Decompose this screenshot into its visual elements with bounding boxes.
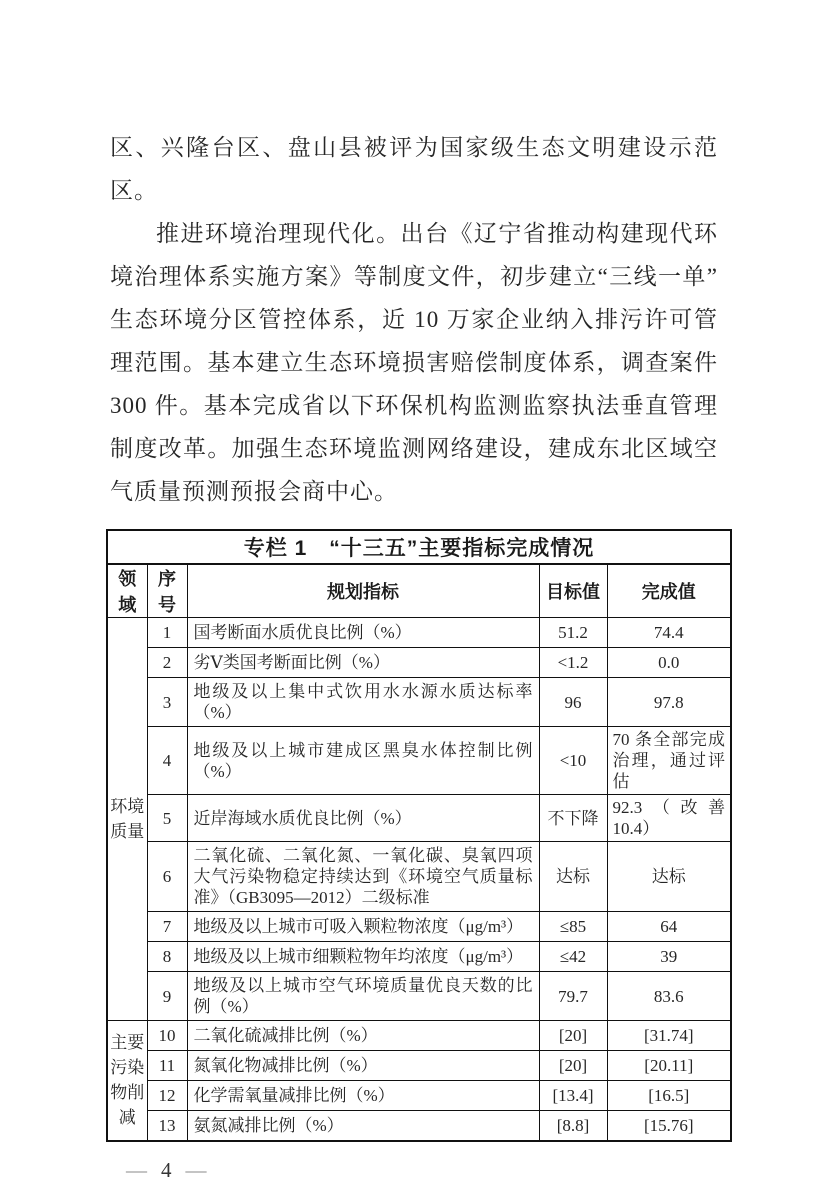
cell-target: [20]: [539, 1021, 607, 1051]
table-row: [107, 678, 731, 727]
cell-indicator: 氮氧化物减排比例（%）: [187, 1051, 539, 1081]
cell-no: 4: [147, 727, 187, 795]
table-row: [107, 727, 731, 795]
cell-target: ≤42: [539, 942, 607, 972]
cell-target: ≤85: [539, 912, 607, 942]
cell-completed: 92.3（改善10.4）: [607, 795, 731, 842]
table-row: [107, 1021, 731, 1051]
cell-completed: 39: [607, 942, 731, 972]
table-row: [107, 1111, 731, 1141]
table-row: [107, 842, 731, 912]
cell-no: 5: [147, 795, 187, 842]
page-footer: [126, 1158, 207, 1183]
paragraph-governance: 推进环境治理现代化。出台《辽宁省推动构建现代环境治理体系实施方案》等制度文件，初步建立“三线一单”生态环境分区管控体系，近 10 万家企业纳入排污许可管理范围。基本建立生态环境损害赔偿制度体系，调查案件 300 件。基本完成省以下环保机构监测监察执法垂直管理制度改革。加强生态环境监测网络建设，建成东北区域空气质量预测预报会商中心。: [110, 221, 718, 504]
cell-indicator: 地级及以上集中式饮用水水源水质达标率（%）: [187, 678, 539, 727]
header-target: 目标值: [539, 564, 607, 618]
cell-completed: 0.0: [607, 648, 731, 678]
table-row: [107, 942, 731, 972]
cell-completed: [31.74]: [607, 1021, 731, 1051]
cell-indicator: 二氧化硫、二氧化氮、一氧化碳、臭氧四项大气污染物稳定持续达到《环境空气质量标准》（GB3095—2012）二级标准: [187, 842, 539, 912]
cell-indicator: 劣Ⅴ类国考断面比例（%）: [187, 648, 539, 678]
domain-cell-pollutant-reduction: 主要污染物削减: [107, 1021, 147, 1141]
table-title-row: [107, 530, 731, 564]
cell-completed: 70 条全部完成治理，通过评估: [607, 727, 731, 795]
cell-no: 3: [147, 678, 187, 727]
cell-indicator: 地级及以上城市建成区黑臭水体控制比例（%）: [187, 727, 539, 795]
cell-completed: [15.76]: [607, 1111, 731, 1141]
cell-no: 7: [147, 912, 187, 942]
cell-completed: 83.6: [607, 972, 731, 1021]
cell-no: 1: [147, 618, 187, 648]
page-number: 4: [161, 1157, 172, 1182]
cell-indicator: 近岸海域水质优良比例（%）: [187, 795, 539, 842]
footer-dash-left: —: [126, 1157, 147, 1182]
cell-no: 11: [147, 1051, 187, 1081]
table-row: [107, 972, 731, 1021]
cell-indicator: 地级及以上城市细颗粒物年均浓度（μg/m³）: [187, 942, 539, 972]
cell-target: 不下降: [539, 795, 607, 842]
cell-no: 13: [147, 1111, 187, 1141]
cell-indicator: 国考断面水质优良比例（%）: [187, 618, 539, 648]
cell-completed: [20.11]: [607, 1051, 731, 1081]
cell-target: [13.4]: [539, 1081, 607, 1111]
cell-indicator: 地级及以上城市可吸入颗粒物浓度（μg/m³）: [187, 912, 539, 942]
table-row: [107, 1081, 731, 1111]
header-domain: 领域: [107, 564, 147, 618]
cell-indicator: 二氧化硫减排比例（%）: [187, 1021, 539, 1051]
table-row: [107, 618, 731, 648]
cell-completed: 97.8: [607, 678, 731, 727]
cell-completed: [16.5]: [607, 1081, 731, 1111]
header-indicator: 规划指标: [187, 564, 539, 618]
cell-completed: 74.4: [607, 618, 731, 648]
body-text-block: [110, 126, 718, 513]
cell-no: 2: [147, 648, 187, 678]
cell-indicator: 氨氮减排比例（%）: [187, 1111, 539, 1141]
table-row: [107, 648, 731, 678]
table-row: [107, 1051, 731, 1081]
cell-no: 9: [147, 972, 187, 1021]
indicators-table: [106, 529, 732, 1142]
cell-target: 79.7: [539, 972, 607, 1021]
cell-completed: 64: [607, 912, 731, 942]
cell-target: 达标: [539, 842, 607, 912]
table-title: 专栏 1 “十三五”主要指标完成情况: [107, 530, 731, 564]
paragraph-continuation: 区、兴隆台区、盘山县被评为国家级生态文明建设示范区。: [110, 135, 718, 203]
cell-indicator: 地级及以上城市空气环境质量优良天数的比例（%）: [187, 972, 539, 1021]
footer-dash-right: —: [185, 1157, 207, 1182]
cell-completed: 达标: [607, 842, 731, 912]
header-completed: 完成值: [607, 564, 731, 618]
domain-cell-environment-quality: 环境质量: [107, 618, 147, 1021]
table-header-row: [107, 564, 731, 618]
table-row: [107, 795, 731, 842]
cell-target: [20]: [539, 1051, 607, 1081]
cell-no: 6: [147, 842, 187, 912]
cell-target: <10: [539, 727, 607, 795]
cell-indicator: 化学需氧量减排比例（%）: [187, 1081, 539, 1111]
cell-no: 8: [147, 942, 187, 972]
table-row: [107, 912, 731, 942]
cell-target: <1.2: [539, 648, 607, 678]
cell-no: 12: [147, 1081, 187, 1111]
cell-target: 51.2: [539, 618, 607, 648]
cell-no: 10: [147, 1021, 187, 1051]
cell-target: 96: [539, 678, 607, 727]
cell-target: [8.8]: [539, 1111, 607, 1141]
header-no: 序号: [147, 564, 187, 618]
